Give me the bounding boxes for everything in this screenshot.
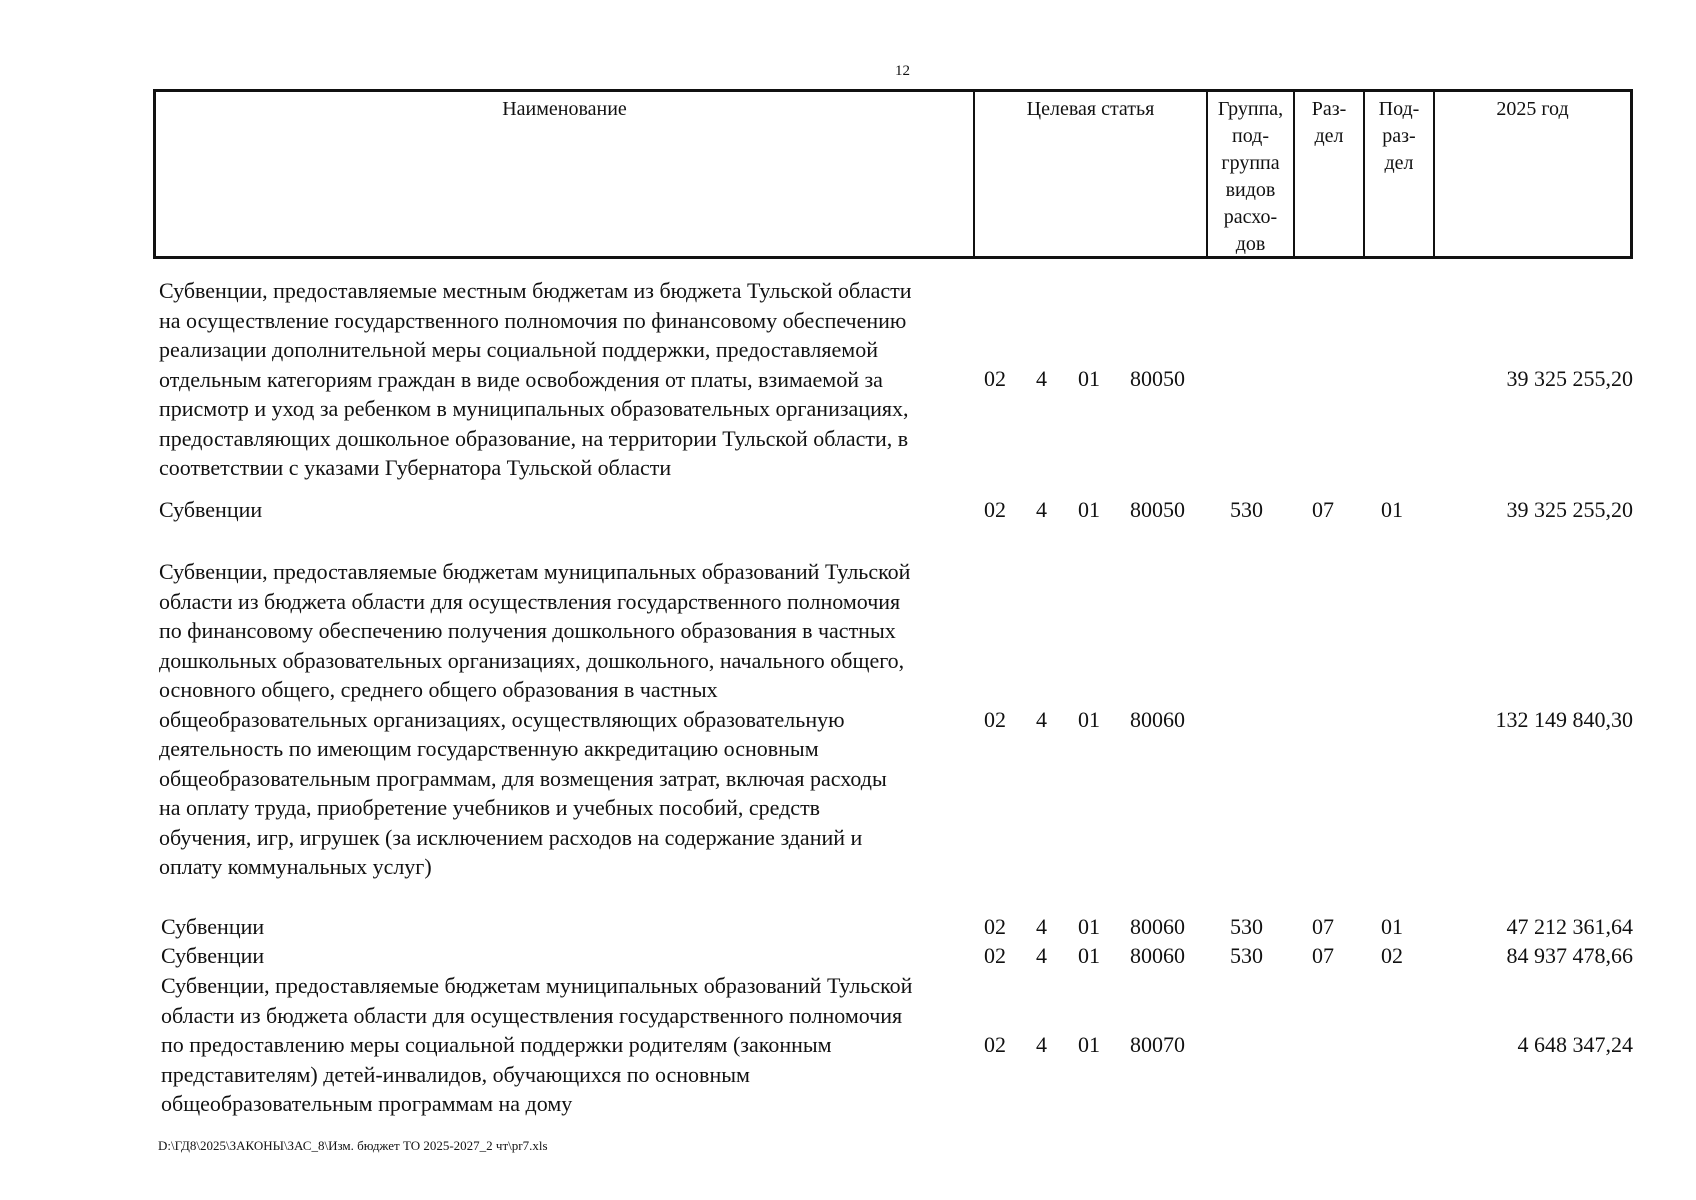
page-number: 12 <box>895 63 910 79</box>
code-type: 4 <box>1036 943 1047 968</box>
expense-group: 530 <box>1230 943 1263 968</box>
code-direction: 80050 <box>1130 497 1185 522</box>
header-year: 2025 год <box>1496 98 1569 120</box>
code-program: 02 <box>984 497 1006 522</box>
header-expense-group: Группа, под- группа видов расхо- дов <box>1208 92 1295 256</box>
code-direction: 80060 <box>1130 943 1185 968</box>
code-program: 02 <box>984 1032 1006 1057</box>
row-name: Субвенции, предоставляемые бюджетам муниципальных образований Тульской области из бюджета области для осуществления государственного полномочия по предоставлению меры социальной поддержки родителям (законным представителям) детей-инвалидов, обучающихся по основным общеобразовательным программам на дому <box>161 973 913 1116</box>
code-type: 4 <box>1036 707 1047 732</box>
row-name: Субвенции <box>161 914 265 939</box>
code-subprogram: 01 <box>1078 943 1100 968</box>
code-program: 02 <box>984 366 1006 391</box>
code-subprogram: 01 <box>1078 1032 1100 1057</box>
code-subprogram: 01 <box>1078 707 1100 732</box>
table-header <box>153 89 1633 259</box>
code-direction: 80070 <box>1130 1032 1185 1057</box>
amount-2025: 132 149 840,30 <box>1495 707 1633 732</box>
header-name: Наименование <box>156 92 975 256</box>
code-program: 02 <box>984 914 1006 939</box>
code-direction: 80060 <box>1130 707 1185 732</box>
amount-2025: 84 937 478,66 <box>1506 943 1633 968</box>
code-type: 4 <box>1036 1032 1047 1057</box>
section: 07 <box>1312 497 1334 522</box>
code-type: 4 <box>1036 497 1047 522</box>
section: 07 <box>1312 914 1334 939</box>
row-name: Субвенции, предоставляемые бюджетам муниципальных образований Тульской области из бюджета области для осуществления государственного полномочия по финансовому обеспечению получения дошкольного образования в частных дошкольных образовательных организациях, дошкольного, начального общего, основного общего, среднего общего образования в частных общеобразовательных организациях, осуществляющих образовательную деятельность по имеющим государственную аккредитацию основным общеобразовательным программам, для возмещения затрат, включая расходы на оплату труда, приобретение учебников и учебных пособий, средств обучения, игр, игрушек (за исключением расходов на содержание зданий и оплату коммунальных услуг) <box>159 559 911 879</box>
header-section: Раз- дел <box>1295 92 1365 256</box>
code-direction: 80050 <box>1130 366 1185 391</box>
row-name: Субвенции <box>161 943 265 968</box>
expense-group: 530 <box>1230 914 1263 939</box>
code-subprogram: 01 <box>1078 914 1100 939</box>
amount-2025: 39 325 255,20 <box>1506 366 1633 391</box>
header-target-article: Целевая статья <box>975 92 1208 256</box>
subsection: 01 <box>1381 497 1403 522</box>
amount-2025: 4 648 347,24 <box>1517 1032 1633 1057</box>
row-name: Субвенции <box>159 497 263 522</box>
file-path-footer: D:\ГД8\2025\ЗАКОНЫ\ЗАС_8\Изм. бюджет ТО 2025-2027_2 чт\pr7.xls <box>158 1138 548 1153</box>
code-subprogram: 01 <box>1078 366 1100 391</box>
code-type: 4 <box>1036 366 1047 391</box>
code-program: 02 <box>984 707 1006 732</box>
header-subsection: Под- раз- дел <box>1365 92 1435 256</box>
subsection: 01 <box>1381 914 1403 939</box>
section: 07 <box>1312 943 1334 968</box>
amount-2025: 47 212 361,64 <box>1506 914 1633 939</box>
code-program: 02 <box>984 943 1006 968</box>
row-name: Субвенции, предоставляемые местным бюджетам из бюджета Тульской области на осуществление государственного полномочия по финансовому обеспечению реализации дополнительной меры социальной поддержки, предоставляемой отдельным категориям граждан в виде освобождения от платы, взимаемой за присмотр и уход за ребенком в муниципальных образовательных организациях, предоставляющих дошкольное образование, на территории Тульской области, в соответствии с указами Губернатора Тульской области <box>159 278 912 480</box>
subsection: 02 <box>1381 943 1403 968</box>
amount-2025: 39 325 255,20 <box>1506 497 1633 522</box>
code-direction: 80060 <box>1130 914 1185 939</box>
code-subprogram: 01 <box>1078 497 1100 522</box>
code-type: 4 <box>1036 914 1047 939</box>
expense-group: 530 <box>1230 497 1263 522</box>
